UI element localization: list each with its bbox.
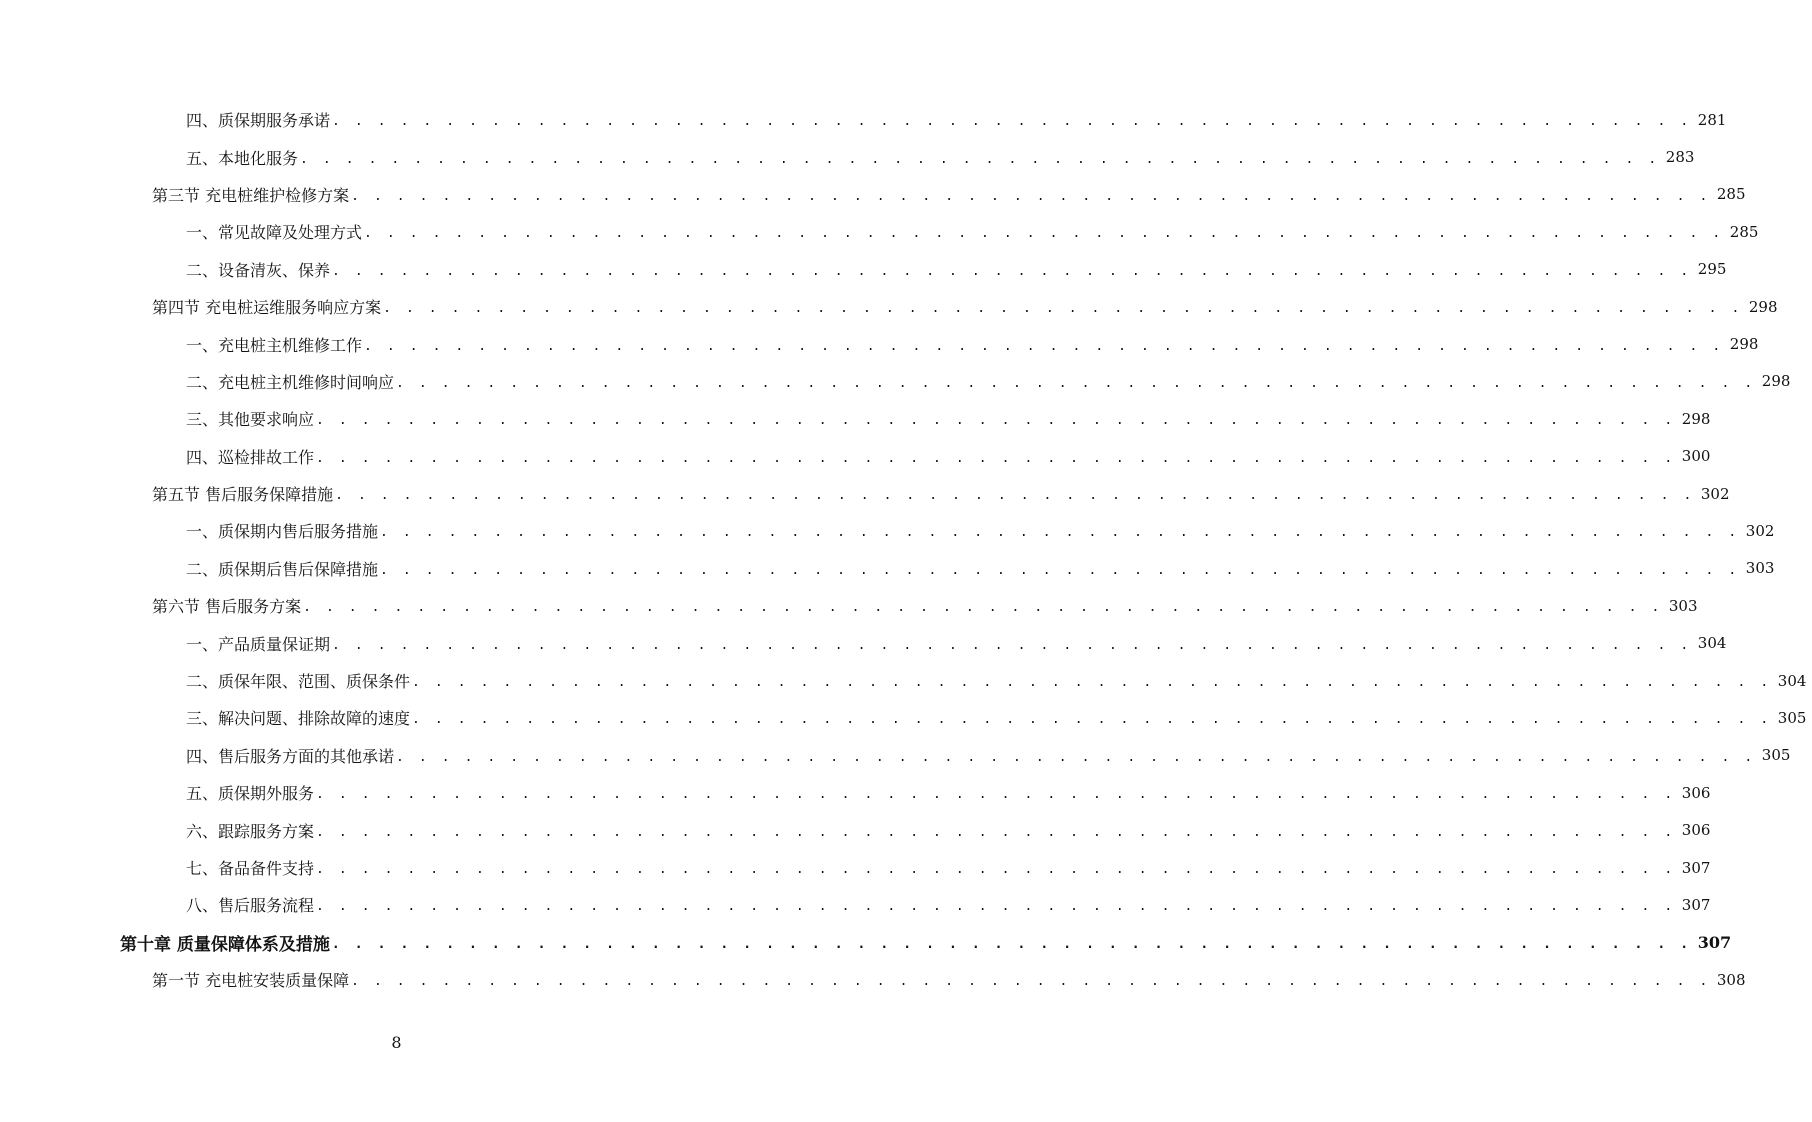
toc-entry-page: 300 [1681,447,1711,466]
toc-subsection-entry[interactable] [0,363,1791,400]
toc-entry-page: 306 [1681,783,1711,802]
toc-dot-leader: . . . . . . . . . . . . . . . . . . . . . . . . . . . . . . . . . . . . . . . . . . . . . . . . . . . . . . . . . . . . [331,936,1692,952]
toc-dot-leader: . . . . . . . . . . . . . . . . . . . . . . . . . . . . . . . . . . . . . . . . . . . . . . . . . . . . . . . . . . . . [332,263,1692,279]
toc-dot-leader: . . . . . . . . . . . . . . . . . . . . . . . . . . . . . . . . . . . . . . . . . . . . . . . . . . . . . . . . . . . . [412,675,1772,691]
toc-subsection-entry[interactable] [0,251,1727,288]
toc-subsection-entry[interactable] [0,325,1759,362]
toc-subsection-entry[interactable] [0,213,1759,250]
toc-dot-leader: . . . . . . . . . . . . . . . . . . . . . . . . . . . . . . . . . . . . . . . . . . . . . . . . . . . . . . . . . . . . [300,151,1660,167]
toc-dot-leader: . . . . . . . . . . . . . . . . . . . . . . . . . . . . . . . . . . . . . . . . . . . . . . . . . . . . . . . . . . . . [412,712,1772,728]
toc-dot-leader: . . . . . . . . . . . . . . . . . . . . . . . . . . . . . . . . . . . . . . . . . . . . . . . . . . . . . . . . . . . . [351,974,1711,990]
toc-entry-page: 306 [1681,821,1711,840]
toc-entry-page: 303 [1668,596,1698,615]
toc-dot-leader: . . . . . . . . . . . . . . . . . . . . . . . . . . . . . . . . . . . . . . . . . . . . . . . . . . . . . . . . . . . . [316,899,1676,915]
toc-entry-page: 302 [1700,484,1730,503]
toc-dot-leader: . . . . . . . . . . . . . . . . . . . . . . . . . . . . . . . . . . . . . . . . . . . . . . . . . . . . . . . . . . . . [332,114,1692,130]
toc-entry-title: 三、其他要求响应 [186,410,315,430]
toc-subsection-entry[interactable] [0,849,1711,886]
toc-entry-page: 295 [1697,260,1727,279]
toc-subsection-entry[interactable] [0,662,1807,699]
toc-entry-page: 281 [1697,110,1727,129]
toc-entry-title: 八、售后服务流程 [186,896,315,916]
toc-entry-title: 一、产品质量保证期 [186,634,331,654]
toc-entry-title: 第六节 售后服务方案 [152,597,302,617]
toc-subsection-entry[interactable] [0,438,1711,475]
toc-entry-title: 二、质保年限、范围、质保条件 [186,672,411,692]
toc-section-entry[interactable] [0,176,1746,213]
toc-subsection-entry[interactable] [0,400,1711,437]
toc-entry-title: 七、备品备件支持 [186,859,315,878]
toc-dot-leader: . . . . . . . . . . . . . . . . . . . . . . . . . . . . . . . . . . . . . . . . . . . . . . . . . . . . . . . . . . . . [335,488,1695,504]
toc-dot-leader: . . . . . . . . . . . . . . . . . . . . . . . . . . . . . . . . . . . . . . . . . . . . . . . . . . . . . . . . . . . . [316,824,1676,840]
toc-entry-page: 302 [1745,521,1775,540]
toc-entry-title: 第十章 质量保障体系及措施 [120,934,330,955]
toc-entry-page: 305 [1777,708,1807,727]
toc-subsection-entry[interactable] [0,811,1711,848]
toc-entry-page: 298 [1681,409,1711,428]
toc-dot-leader: . . . . . . . . . . . . . . . . . . . . . . . . . . . . . . . . . . . . . . . . . . . . . . . . . . . . . . . . . . . . [396,375,1756,391]
toc-entry-title: 二、充电桩主机维修时间响应 [186,372,395,392]
toc-subsection-entry[interactable] [0,512,1775,549]
toc-dot-leader: . . . . . . . . . . . . . . . . . . . . . . . . . . . . . . . . . . . . . . . . . . . . . . . . . . . . . . . . . . . . [364,226,1724,242]
toc-dot-leader: . . . . . . . . . . . . . . . . . . . . . . . . . . . . . . . . . . . . . . . . . . . . . . . . . . . . . . . . . . . . [303,600,1663,616]
toc-subsection-entry[interactable] [0,101,1727,138]
toc-entry-page: 298 [1748,297,1778,316]
toc-entry-title: 第四节 充电桩运维服务响应方案 [152,298,382,318]
toc-entry-title: 一、质保期内售后服务措施 [186,522,379,542]
toc-entry-page: 305 [1761,746,1791,765]
toc-entry-title: 五、质保期外服务 [186,784,315,804]
toc-dot-leader: . . . . . . . . . . . . . . . . . . . . . . . . . . . . . . . . . . . . . . . . . . . . . . . . . . . . . . . . . . . . [396,749,1756,765]
toc-entry-title: 一、充电桩主机维修工作 [186,335,363,355]
toc-entry-title: 二、设备清灰、保养 [186,260,331,280]
toc-subsection-entry[interactable] [0,624,1727,661]
toc-entry-title: 第三节 充电桩维护检修方案 [152,185,350,205]
toc-section-entry[interactable] [0,587,1698,624]
toc-entry-title: 一、常见故障及处理方式 [186,223,363,243]
toc-dot-leader: . . . . . . . . . . . . . . . . . . . . . . . . . . . . . . . . . . . . . . . . . . . . . . . . . . . . . . . . . . . . [332,637,1692,653]
toc-dot-leader: . . . . . . . . . . . . . . . . . . . . . . . . . . . . . . . . . . . . . . . . . . . . . . . . . . . . . . . . . . . . [383,301,1743,317]
toc-entry-page: 283 [1665,148,1695,167]
toc-subsection-entry[interactable] [0,737,1791,774]
toc-entry-page: 285 [1729,222,1759,241]
table-of-contents [0,101,1807,998]
toc-entry-title: 五、本地化服务 [186,148,299,168]
toc-entry-page: 307 [1681,858,1711,877]
toc-entry-page: 298 [1729,335,1759,354]
toc-entry-title: 四、质保期服务承诺 [186,111,331,131]
toc-entry-page: 307 [1697,932,1732,952]
toc-subsection-entry[interactable] [0,886,1711,923]
toc-dot-leader: . . . . . . . . . . . . . . . . . . . . . . . . . . . . . . . . . . . . . . . . . . . . . . . . . . . . . . . . . . . . [351,188,1711,204]
toc-entry-title: 四、巡检排故工作 [186,447,315,467]
toc-subsection-entry[interactable] [0,550,1775,587]
toc-entry-page: 307 [1681,895,1711,914]
toc-dot-leader: . . . . . . . . . . . . . . . . . . . . . . . . . . . . . . . . . . . . . . . . . . . . . . . . . . . . . . . . . . . . [380,562,1740,578]
toc-entry-title: 二、质保期后售后保障措施 [186,559,379,579]
toc-entry-title: 四、售后服务方面的其他承诺 [186,746,395,766]
toc-entry-title: 第一节 充电桩安装质量保障 [152,971,350,991]
toc-section-entry[interactable] [0,475,1730,512]
toc-dot-leader: . . . . . . . . . . . . . . . . . . . . . . . . . . . . . . . . . . . . . . . . . . . . . . . . . . . . . . . . . . . . [316,413,1676,429]
toc-dot-leader: . . . . . . . . . . . . . . . . . . . . . . . . . . . . . . . . . . . . . . . . . . . . . . . . . . . . . . . . . . . . [380,525,1740,541]
toc-subsection-entry[interactable] [0,774,1711,811]
page-number: 8 [391,1033,402,1052]
toc-entry-page: 285 [1716,185,1746,204]
toc-entry-page: 298 [1761,372,1791,391]
toc-entry-page: 303 [1745,559,1775,578]
toc-entry-title: 第五节 售后服务保障措施 [152,485,334,505]
toc-chapter-entry[interactable] [0,924,1732,961]
toc-dot-leader: . . . . . . . . . . . . . . . . . . . . . . . . . . . . . . . . . . . . . . . . . . . . . . . . . . . . . . . . . . . . [316,787,1676,803]
toc-dot-leader: . . . . . . . . . . . . . . . . . . . . . . . . . . . . . . . . . . . . . . . . . . . . . . . . . . . . . . . . . . . . [364,338,1724,354]
toc-dot-leader: . . . . . . . . . . . . . . . . . . . . . . . . . . . . . . . . . . . . . . . . . . . . . . . . . . . . . . . . . . . . [316,862,1676,877]
toc-entry-title: 六、跟踪服务方案 [186,821,315,841]
toc-entry-page: 308 [1716,970,1746,989]
toc-entry-page: 304 [1777,671,1807,690]
toc-section-entry[interactable] [0,288,1778,325]
toc-entry-page: 304 [1697,634,1727,653]
toc-subsection-entry[interactable] [0,138,1695,175]
toc-subsection-entry[interactable] [0,699,1807,736]
toc-dot-leader: . . . . . . . . . . . . . . . . . . . . . . . . . . . . . . . . . . . . . . . . . . . . . . . . . . . . . . . . . . . . [316,450,1676,466]
toc-entry-title: 三、解决问题、排除故障的速度 [186,709,411,729]
toc-section-entry[interactable] [0,961,1746,998]
